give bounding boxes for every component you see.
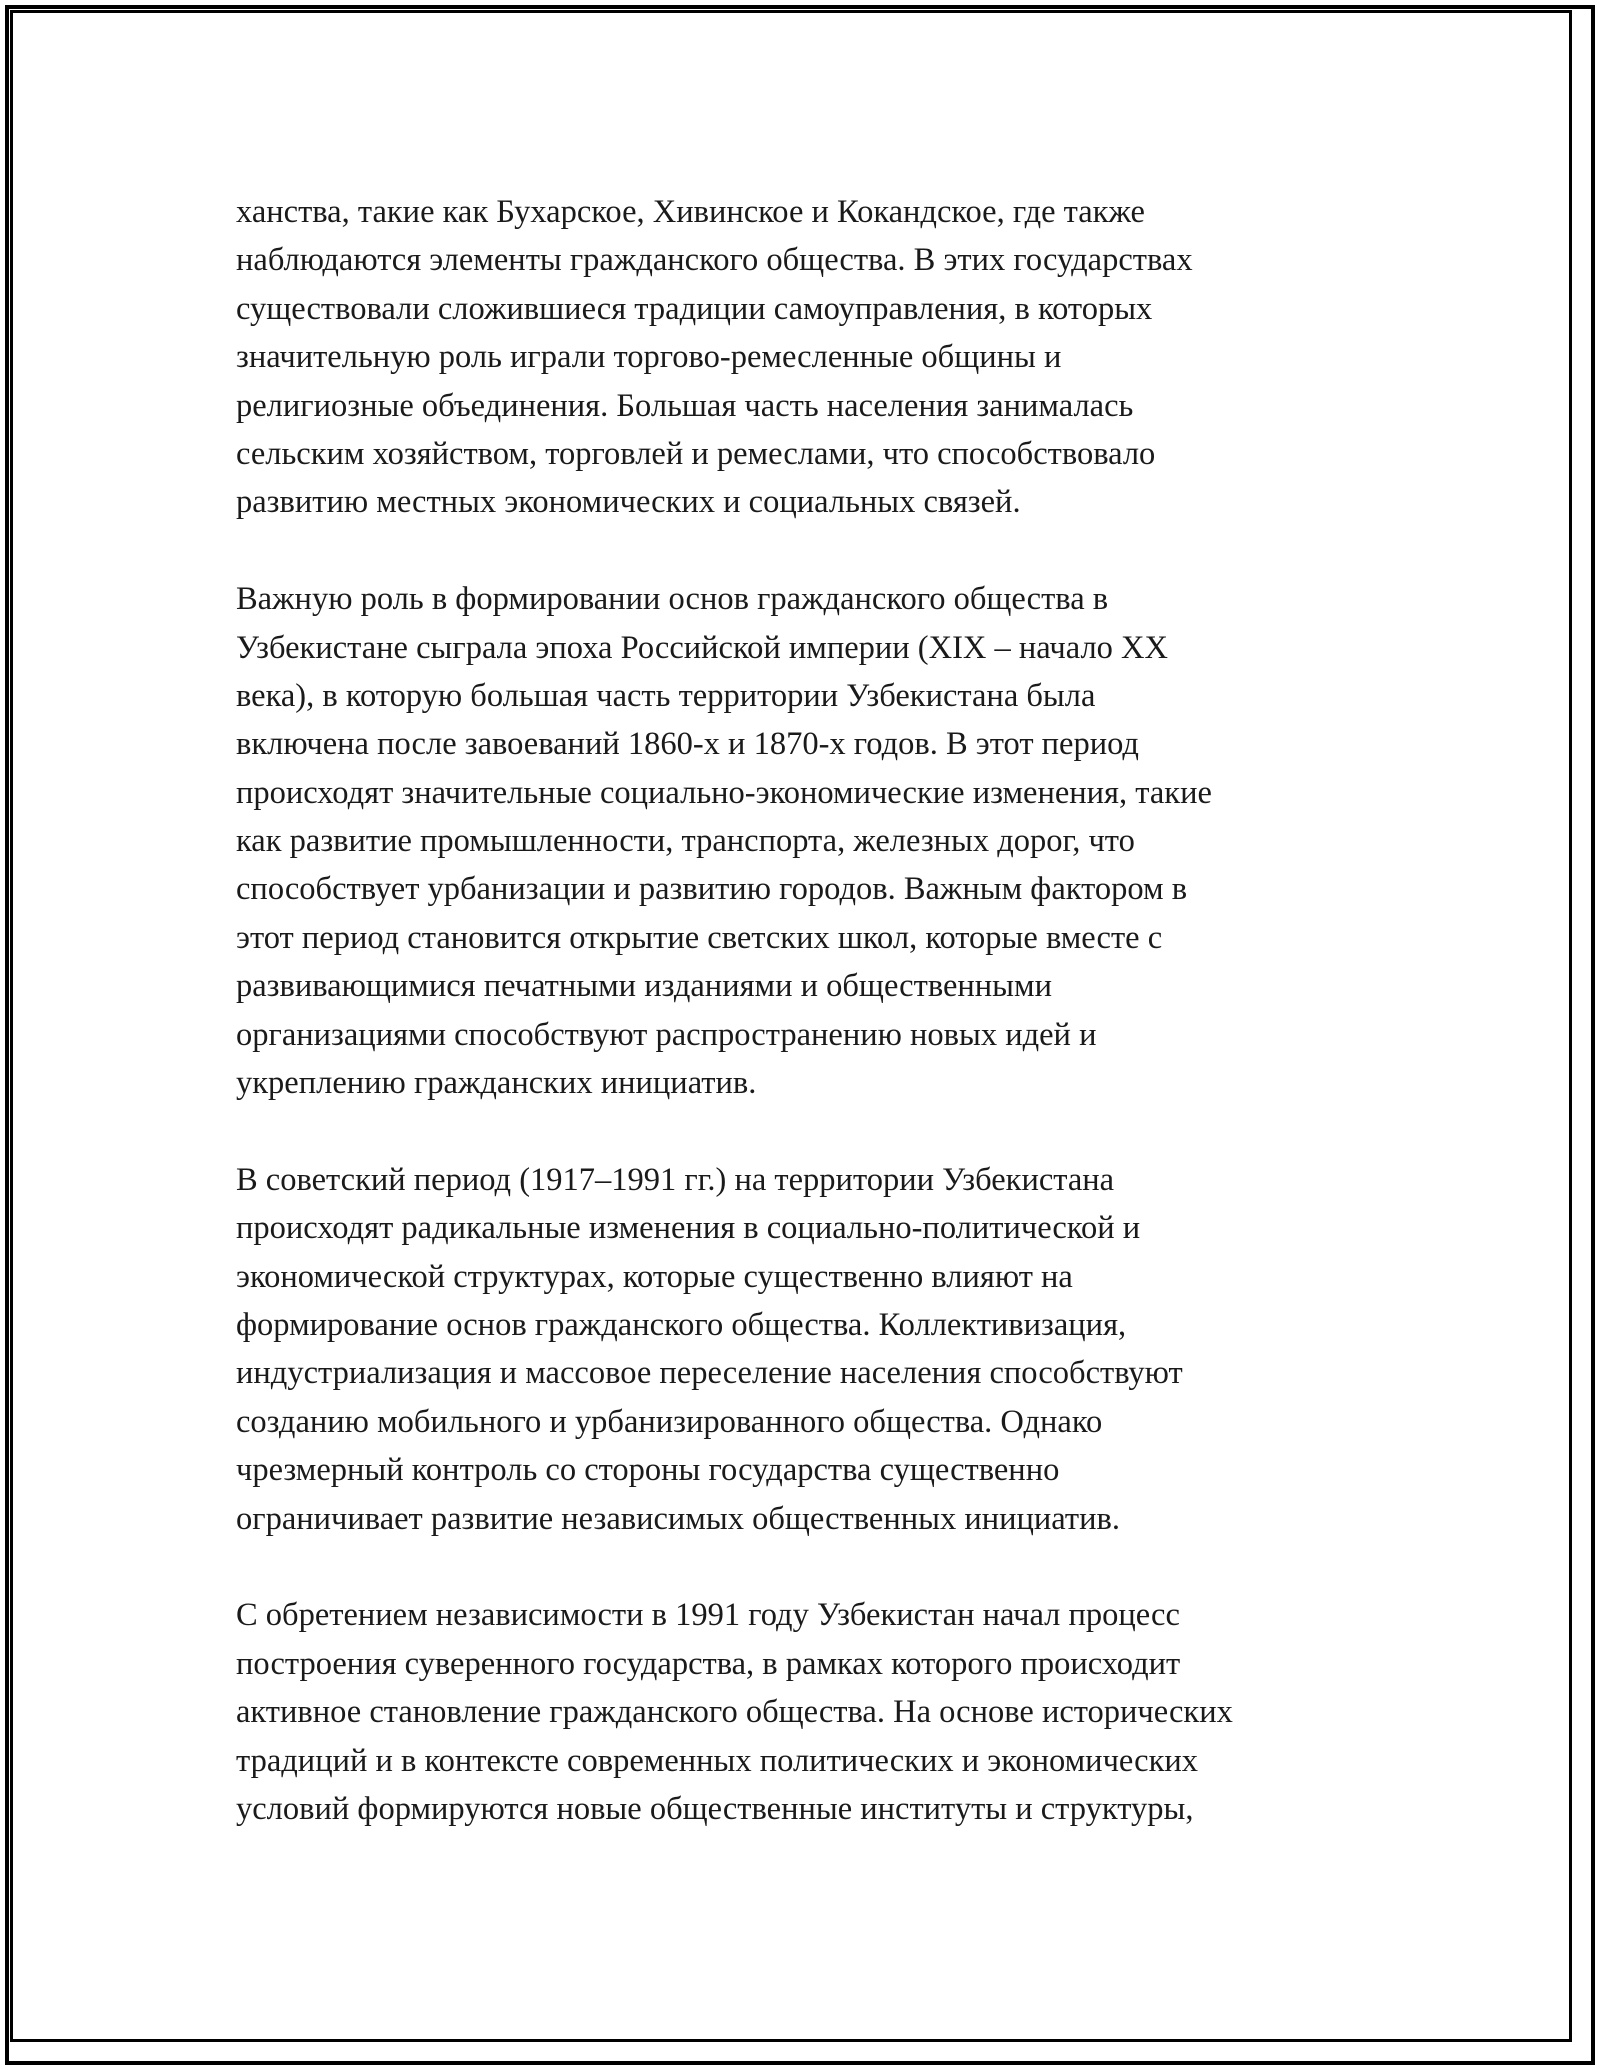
text-line: наблюдаются элементы гражданского общества. В этих государствах [236, 242, 1193, 279]
text-line: развивающимися печатными изданиями и общественными [236, 968, 1052, 1005]
text-line: С обретением независимости в 1991 году Узбекистан начал процесс [236, 1597, 1180, 1634]
text-line: чрезмерный контроль со стороны государства существенно [236, 1452, 1060, 1489]
text-line: традиций и в контексте современных политических и экономических [236, 1742, 1199, 1779]
paragraph-khanates [236, 188, 1386, 527]
text-line: формирование основ гражданского общества. Коллективизация, [236, 1306, 1127, 1343]
text-line: укреплению гражданских инициатив. [236, 1065, 757, 1102]
text-line: века), в которую большая часть территории Узбекистана была [236, 677, 1096, 714]
document-body [236, 188, 1386, 1833]
text-line: ограничивает развитие независимых общественных инициатив. [236, 1500, 1120, 1537]
text-line: значительную роль играли торгово-ремесленные общины и [236, 339, 1062, 376]
text-line: Важную роль в формировании основ гражданского общества в [236, 581, 1109, 618]
text-line: сельским хозяйством, торговлей и ремеслами, что способствовало [236, 435, 1156, 472]
text-line: активное становление гражданского общества. На основе исторических [236, 1694, 1233, 1731]
text-line: существовали сложившиеся традиции самоуправления, в которых [236, 290, 1153, 327]
text-line: В советский период (1917–1991 гг.) на территории Узбекистана [236, 1161, 1115, 1198]
text-line: этот период становится открытие светских школ, которые вместе с [236, 919, 1163, 956]
text-line: условий формируются новые общественные институты и структуры, [236, 1790, 1194, 1827]
text-line: способствует урбанизации и развитию городов. Важным фактором в [236, 871, 1188, 908]
paragraph-independence [236, 1591, 1386, 1833]
text-line: организациями способствуют распространению новых идей и [236, 1016, 1097, 1053]
text-line: построения суверенного государства, в рамках которого происходит [236, 1645, 1181, 1682]
text-line: Узбекистане сыграла эпоха Российской империи (XIX – начало XX [236, 629, 1168, 666]
text-line: происходят радикальные изменения в социально-политической и [236, 1210, 1141, 1247]
text-line: индустриализация и массовое переселение населения способствуют [236, 1355, 1183, 1392]
text-line: ханства, такие как Бухарское, Хивинское и Кокандское, где также [236, 194, 1145, 230]
paragraph-soviet-period [236, 1156, 1386, 1543]
paragraph-russian-empire [236, 575, 1386, 1107]
text-line: созданию мобильного и урбанизированного общества. Однако [236, 1403, 1103, 1440]
text-line: включена после завоеваний 1860-х и 1870-х годов. В этот период [236, 726, 1139, 763]
text-line: религиозные объединения. Большая часть населения занималась [236, 387, 1134, 424]
text-line: как развитие промышленности, транспорта, железных дорог, что [236, 823, 1135, 860]
text-line: развитию местных экономических и социальных связей. [236, 484, 1021, 521]
text-line: экономической структурах, которые существенно влияют на [236, 1258, 1073, 1295]
text-line: происходят значительные социально-экономические изменения, такие [236, 774, 1212, 811]
